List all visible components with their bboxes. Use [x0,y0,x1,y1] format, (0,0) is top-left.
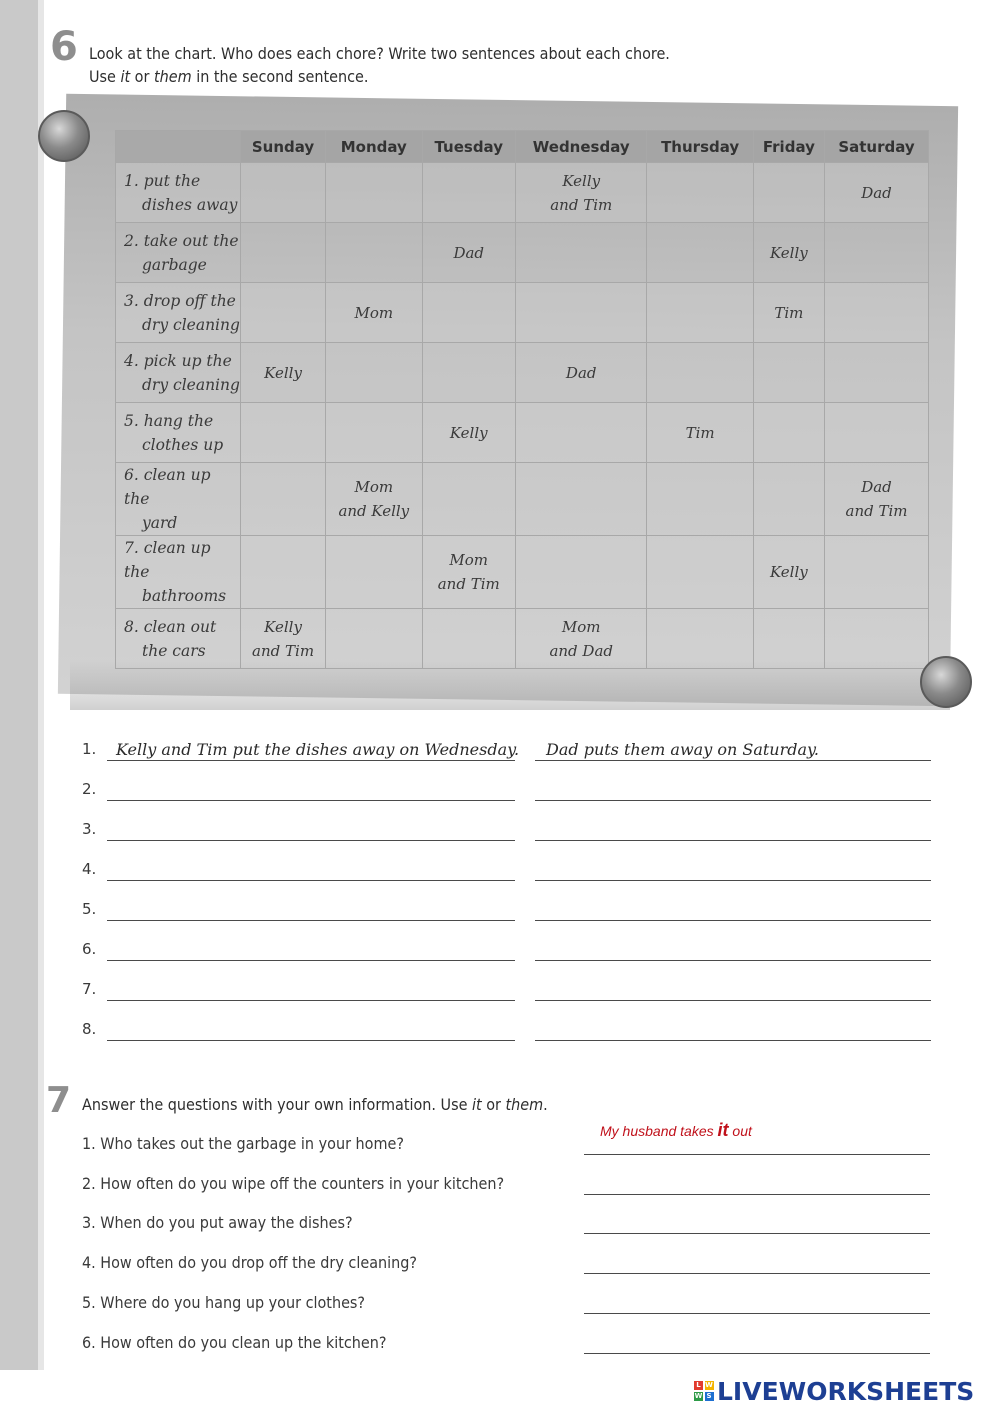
day-header: Thursday [647,131,753,163]
exercise-7-number: 7 [46,1080,72,1121]
pushpin-icon [38,110,90,162]
liveworksheets-logo-icon [694,1381,714,1401]
chore-cell [326,223,422,283]
chore-label-line1: 3. drop off the [124,291,236,310]
question-text: 5. Where do you hang up your clothes? [82,1293,366,1312]
question-text: 4. How often do you drop off the dry cleaning? [82,1253,418,1272]
exercise-7-instruction [82,1093,782,1116]
chore-label-line2: the cars [142,641,206,660]
chore-cell [825,463,929,536]
answer-line-first[interactable] [107,880,515,881]
instruction-them: them [153,67,192,86]
logo-letter: W [694,1391,703,1400]
answer-row [82,740,932,764]
chore-label [116,223,241,283]
exercise-6-instruction [89,42,789,88]
logo-letter: S [706,1391,712,1400]
chore-cell [241,609,326,669]
answer-number: 2. [82,780,97,798]
answer-number: 5. [82,900,97,918]
chore-cell-text: Kelly and Tim [252,617,315,660]
chore-cell [753,223,824,283]
answer-line-second[interactable] [535,840,931,841]
answer-input-line[interactable] [584,1353,930,1354]
answer-row [82,820,932,844]
chore-row [116,283,929,343]
answer-line-second[interactable] [535,880,931,881]
answer-line-first[interactable] [107,920,515,921]
chart-corner-cell [116,131,241,163]
chore-cell [647,536,753,609]
chore-cell [422,403,515,463]
answer-line-second[interactable] [535,920,931,921]
day-header: Wednesday [515,131,647,163]
chore-cell [422,223,515,283]
answer-row [82,780,932,804]
question-answer [600,1120,752,1141]
question-row [82,1253,932,1277]
chore-cell [753,163,824,223]
chore-cell [825,283,929,343]
day-header: Sunday [241,131,326,163]
chore-cell-text: Mom and Dad [549,617,613,660]
day-header: Friday [753,131,824,163]
instruction-text: Answer the questions with your own information. Use [82,1095,473,1114]
logo-letter: L [694,1381,703,1390]
chore-cell-text: Mom and Kelly [338,478,410,520]
chore-cell [825,223,929,283]
question-text: 3. When do you put away the dishes? [82,1213,353,1232]
answer-number: 3. [82,820,97,838]
instruction-text: in the second sentence. [191,67,369,86]
chore-label-line2: dry cleaning [142,315,240,334]
answer-input-line[interactable] [584,1233,930,1234]
answer-line-second[interactable] [535,800,931,801]
instruction-line-2 [89,65,789,88]
chore-cell [422,609,515,669]
question-row [82,1174,932,1198]
answer-line-first[interactable] [107,960,515,961]
chore-label [116,283,241,343]
chore-cell [825,343,929,403]
chore-cell [326,163,422,223]
chore-label-line1: 8. clean out [124,617,217,636]
chore-label-line1: 5. hang the [124,411,214,430]
question-row [82,1213,932,1237]
answer-number: 8. [82,1020,97,1038]
day-header: Monday [326,131,422,163]
chore-cell [753,343,824,403]
chore-cell [825,163,929,223]
answer-row [82,940,932,964]
answer-row [82,860,932,884]
chore-cell [515,163,647,223]
chore-cell [647,463,753,536]
chore-cell-text: Mom [354,303,394,322]
chore-label [116,343,241,403]
question-row [82,1333,932,1357]
chore-cell [241,163,326,223]
pushpin-icon [920,656,972,708]
exercise-6-number: 6 [50,24,78,70]
question-text: 6. How often do you clean up the kitchen? [82,1333,387,1352]
chore-cell [647,223,753,283]
chore-cell [753,536,824,609]
question-row [82,1120,932,1158]
answer-input-line[interactable] [584,1154,930,1155]
chore-label-line1: 1. put the [124,171,201,190]
chore-cell [422,163,515,223]
chore-cell [825,536,929,609]
chore-row [116,463,929,536]
question-row [82,1293,932,1317]
chore-label-line1: 7. clean up the [124,539,211,581]
chore-row [116,163,929,223]
chore-cell-text: Dad and Tim [845,478,908,520]
chore-cell [422,463,515,536]
chore-cell-text: Mom and Tim [437,551,500,593]
chore-row [116,223,929,283]
chore-cell-text: Dad [565,363,597,382]
chore-cell [647,343,753,403]
page-gutter-edge [38,0,44,1370]
chore-chart [115,130,929,669]
chore-cell [825,403,929,463]
chore-cell [647,283,753,343]
chore-cell [515,223,647,283]
chore-cell [647,403,753,463]
chore-label-line2: garbage [142,255,207,274]
answer-line-second[interactable] [535,1000,931,1001]
chore-row [116,403,929,463]
chore-cell [241,463,326,536]
chore-cell [326,403,422,463]
answer-line-first[interactable] [107,800,515,801]
chore-cell [422,536,515,609]
chore-cell [241,536,326,609]
chore-cell [241,223,326,283]
answer-line-first[interactable] [107,1000,515,1001]
instruction-text: or [130,67,154,86]
answer-line-first[interactable] [107,760,515,761]
chore-label-line2: yard [142,514,178,532]
chore-label-line1: 2. take out the [124,231,239,250]
chore-cell [422,343,515,403]
answer-row [82,1020,932,1044]
chore-label [116,163,241,223]
chore-cell [515,343,647,403]
answer-input-line[interactable] [584,1194,930,1195]
chore-cell-text: Kelly [449,423,488,442]
chore-label-line2: dry cleaning [142,375,240,394]
answer-number: 6. [82,940,97,958]
answer-number: 4. [82,860,97,878]
chore-row [116,536,929,609]
chore-cell [326,609,422,669]
chore-label-line2: bathrooms [142,587,227,605]
answer-row [82,980,932,1004]
chore-cell-text: Tim [774,303,804,322]
chore-cell [825,609,929,669]
answer-number: 1. [82,740,97,758]
chore-cell [515,283,647,343]
chore-cell [241,343,326,403]
chart-header-row [116,131,929,163]
chore-cell-text: Kelly [770,563,808,581]
chore-cell [326,536,422,609]
chore-cell-text: Kelly [770,243,808,262]
chore-cell [326,343,422,403]
chore-cell [515,536,647,609]
instruction-them: them [505,1095,544,1114]
chore-cell [422,283,515,343]
answer-second-sentence: Dad puts them away on Saturday. [546,740,820,759]
chore-cell [515,463,647,536]
chore-label [116,463,241,536]
answer-pronoun: it [717,1120,729,1140]
chore-cell-text: Kelly [264,363,302,382]
answer-first-sentence: Kelly and Tim put the dishes away on Wednesday. [116,740,520,759]
chore-cell [647,609,753,669]
chore-row [116,609,929,669]
question-text: 1. Who takes out the garbage in your home? [82,1134,405,1153]
question-text: 2. How often do you wipe off the counters in your kitchen? [82,1174,505,1193]
chore-cell [326,283,422,343]
answer-number: 7. [82,980,97,998]
instruction-text: or [481,1095,506,1114]
answer-text: My husband takes [600,1123,718,1139]
chore-cell [326,463,422,536]
day-header: Saturday [825,131,929,163]
chore-cell [515,403,647,463]
answer-input-line[interactable] [584,1273,930,1274]
chore-cell [753,283,824,343]
chore-label [116,403,241,463]
instruction-text: . [543,1095,548,1114]
answer-line-second[interactable] [535,1040,931,1041]
chore-cell-text: Dad [861,183,892,202]
instruction-line-1: Look at the chart. Who does each chore? Write two sentences about each chore. [89,44,670,63]
chore-cell [515,609,647,669]
answer-line-first[interactable] [107,1040,515,1041]
chore-cell [647,163,753,223]
instruction-it: it [120,67,131,86]
answer-line-first[interactable] [107,840,515,841]
chore-cell [241,283,326,343]
chore-cell [241,403,326,463]
chore-label-line2: dishes away [142,195,238,214]
answer-row [82,900,932,924]
chore-cell [753,609,824,669]
answer-line-second[interactable] [535,960,931,961]
chore-label-line1: 6. clean up the [124,466,211,508]
chore-row [116,343,929,403]
page-gutter [0,0,38,1370]
chore-cell [753,463,824,536]
answer-line-second[interactable] [535,760,931,761]
instruction-text: Use [89,67,121,86]
chore-label [116,609,241,669]
answer-input-line[interactable] [584,1313,930,1314]
instruction-it: it [472,1095,482,1114]
chore-cell [753,403,824,463]
day-header: Tuesday [422,131,515,163]
brand-name: LIVEWORKSHEETS [717,1376,975,1406]
liveworksheets-brand [694,1376,974,1406]
logo-letter: W [705,1381,713,1389]
chore-label [116,536,241,609]
chore-label-line2: clothes up [142,435,224,454]
chore-cell-text: Dad [453,243,485,262]
answer-text: out [728,1123,752,1139]
chore-cell-text: Kelly and Tim [550,171,613,214]
chore-label-line1: 4. pick up the [124,351,232,370]
chore-cell-text: Tim [685,423,715,442]
